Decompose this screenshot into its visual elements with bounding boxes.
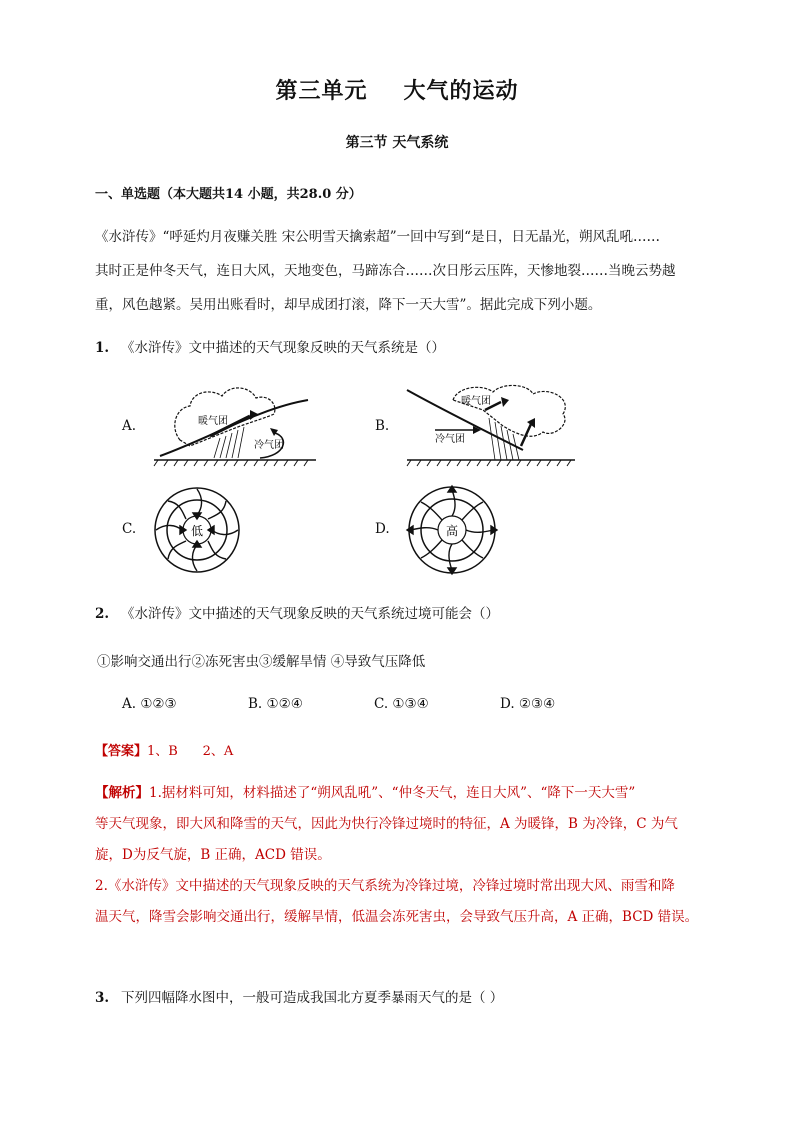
option-d[interactable]: D. ②③④: [500, 696, 556, 712]
question-number: 2.: [95, 606, 110, 622]
question-text: 下列四幅降水图中，一般可造成我国北方夏季暴雨天气的是（ ）: [121, 990, 504, 1006]
high-pressure-label: 高: [446, 524, 459, 538]
intro-line: 其时正是仲冬天气，连日大风，天地变色，马蹄冻合……次日彤云压阵，天惨地裂……当晚云势越: [95, 263, 676, 279]
analysis-line: 【解析】1.据材料可知，材料描述了“朔风乱吼”、“仲冬天气，连日大风”、“降下一天大雪”: [95, 785, 636, 801]
question-1: [95, 336, 445, 356]
answer-text: 1、B 2、A: [147, 744, 234, 759]
intro-line: 《水浒传》“呼延灼月夜赚关胜 宋公明雪天擒索超”一回中写到“是日，日无晶光，朔风乱吼……: [95, 229, 660, 245]
low-pressure-label: 低: [191, 524, 204, 538]
option-c-label[interactable]: C.: [122, 521, 137, 537]
question-2-statements: ①影响交通出行②冻死害虫③缓解旱情 ④导致气压降低: [97, 654, 426, 670]
question-3: [95, 986, 503, 1006]
question-text: 《水浒传》文中描述的天气现象反映的天气系统是（）: [121, 340, 445, 356]
question-number: 1.: [95, 340, 110, 356]
intro-line: 重，风色越紧。吴用出账看时，却早成团打滚，降下一天大雪”。据此完成下列小题。: [95, 297, 602, 313]
analysis-line: 旋，D为反气旋，B 正确，ACD 错误。: [95, 847, 331, 863]
cyclone-diagram[interactable]: [152, 485, 242, 575]
unit-title: 第三单元 大气的运动: [275, 79, 519, 104]
cold-air-mass-label: 冷气团: [254, 440, 284, 451]
question-text: 《水浒传》文中描述的天气现象反映的天气系统过境可能会（）: [121, 606, 499, 622]
warm-air-mass-label: 暖气团: [198, 416, 228, 427]
analysis-line: 等天气现象，即大风和降雪的天气，因此为快行冷锋过境时的特征，A 为暖锋，B 为冷锋，C 为气: [95, 816, 678, 832]
analysis-label: 【解析】: [95, 785, 149, 801]
question-number: 3.: [95, 990, 110, 1006]
cold-front-diagram[interactable]: [403, 380, 578, 472]
option-d-label[interactable]: D.: [375, 521, 390, 537]
option-a[interactable]: A. ①②③: [122, 696, 177, 712]
section-title: 第三节 天气系统: [345, 135, 449, 151]
answer-label: 【答案】: [95, 744, 148, 759]
analysis-line: 温天气，降雪会影响交通出行，缓解旱情，低温会冻死害虫，会导致气压升高，A 正确，BCD 错误。: [95, 909, 699, 925]
answer-block: [95, 740, 233, 759]
analysis-line: 2.《水浒传》文中描述的天气现象反映的天气系统为冷锋过境，冷锋过境时常出现大风、雨雪和降: [95, 878, 675, 894]
option-a-label[interactable]: A.: [122, 418, 137, 434]
question-section-header: 一、单选题（本大题共14 小题，共28.0 分）: [95, 187, 362, 202]
warm-front-diagram[interactable]: [150, 378, 320, 468]
anticyclone-diagram[interactable]: [405, 484, 500, 576]
warm-air-mass-label: 暖气团: [461, 396, 491, 407]
option-b-label[interactable]: B.: [375, 418, 390, 434]
option-b[interactable]: B. ①②④: [248, 696, 303, 712]
intro-paragraph: [95, 220, 705, 322]
cold-air-mass-label: 冷气团: [435, 434, 465, 445]
question-2: [95, 602, 499, 622]
option-c[interactable]: C. ①③④: [374, 696, 429, 712]
analysis-block: [95, 778, 715, 933]
